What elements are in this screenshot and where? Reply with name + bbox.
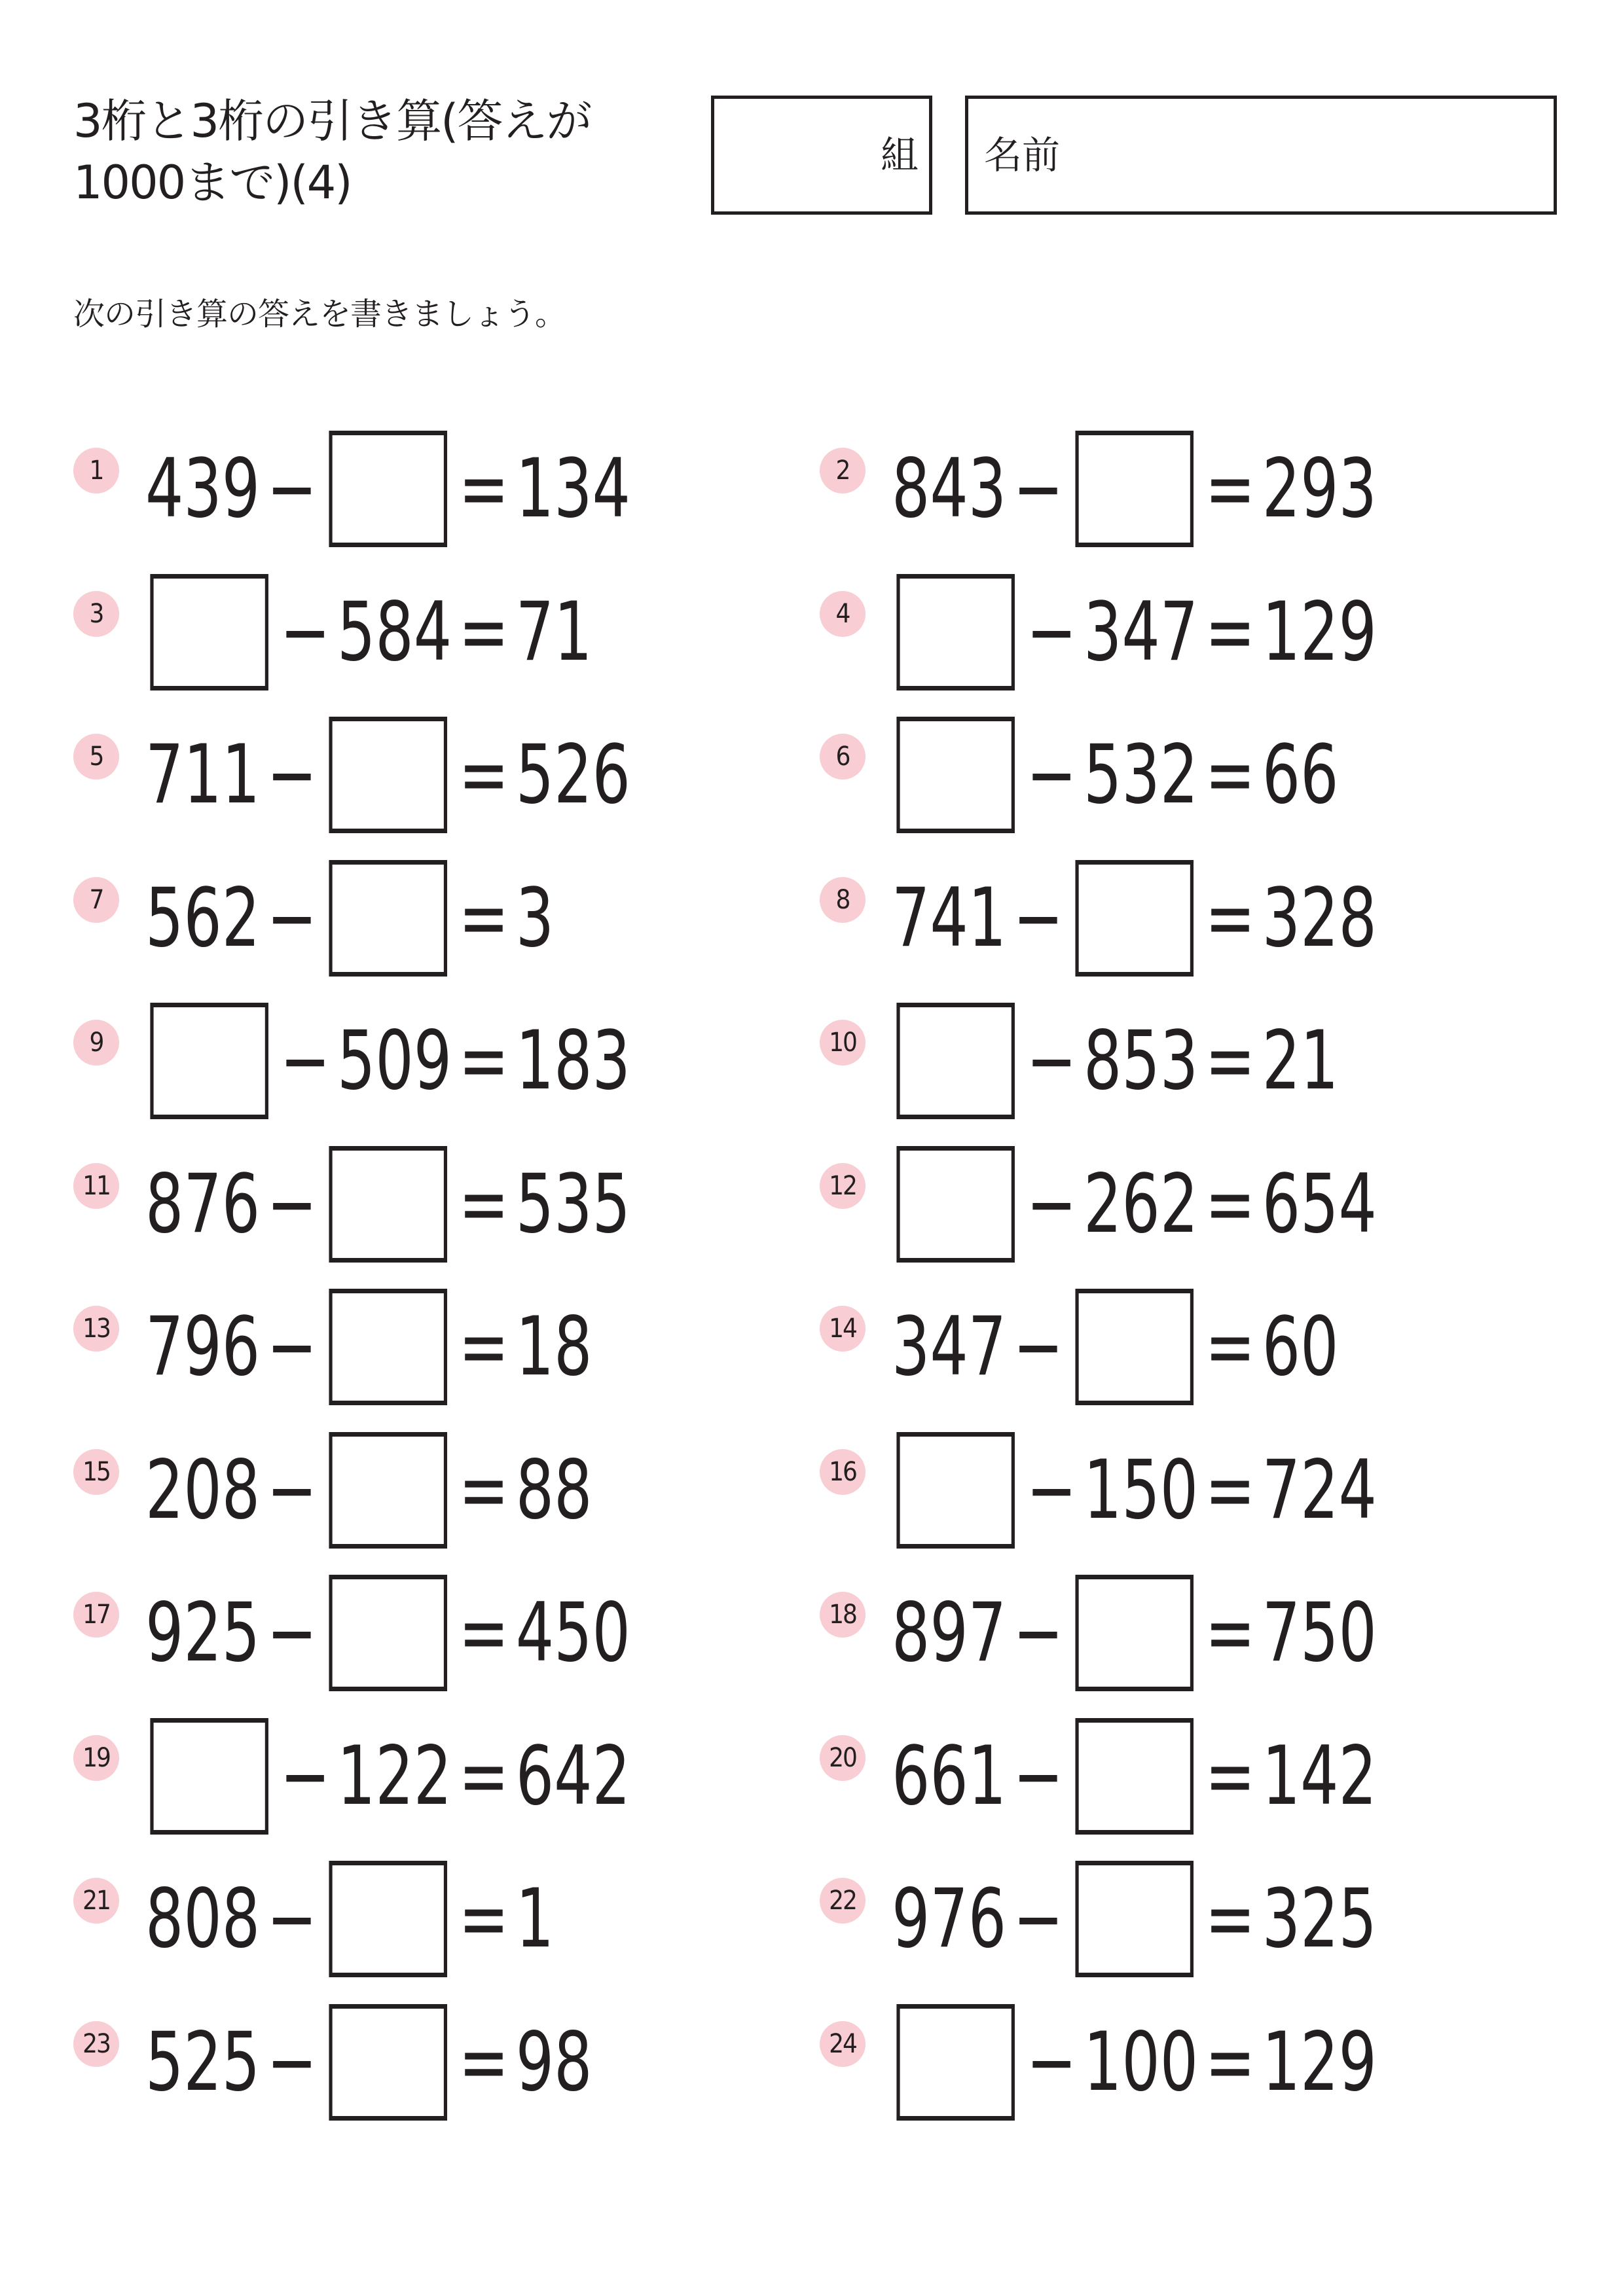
difference: 129: [1262, 2015, 1377, 2109]
answer-box[interactable]: [329, 1575, 447, 1691]
minus-sign: −: [266, 1586, 318, 1680]
problem-item: [820, 1144, 1474, 1265]
equals-sign: =: [1205, 1014, 1256, 1108]
class-label: 組: [880, 133, 919, 177]
problem-item: [73, 1573, 728, 1693]
problem-number-badge: 3: [73, 591, 119, 637]
minuend: 897: [892, 1586, 1007, 1680]
difference: 642: [515, 1729, 630, 1823]
difference: 535: [515, 1157, 630, 1251]
subtrahend: 100: [1083, 2015, 1199, 2109]
subtrahend: 853: [1083, 1014, 1199, 1108]
difference: 71: [515, 584, 593, 679]
equals-sign: =: [1205, 728, 1256, 822]
problem-number-badge: 12: [820, 1163, 866, 1209]
equation: [145, 1287, 592, 1407]
problem-item: [73, 572, 728, 692]
problem-item: [820, 858, 1474, 978]
equals-sign: =: [1205, 442, 1256, 536]
minus-sign: −: [280, 584, 331, 679]
difference: 18: [515, 1300, 593, 1394]
difference: 142: [1262, 1729, 1377, 1823]
answer-box[interactable]: [896, 1003, 1015, 1119]
minus-sign: −: [1026, 1157, 1077, 1251]
problem-number-badge: 14: [820, 1306, 866, 1352]
problem-item: [820, 1001, 1474, 1121]
minus-sign: −: [1013, 1586, 1064, 1680]
difference: 293: [1262, 442, 1377, 536]
problem-number-badge: 21: [73, 1878, 119, 1924]
equation: [892, 1716, 1377, 1837]
answer-box[interactable]: [896, 1146, 1015, 1263]
problem-item: [73, 858, 728, 978]
answer-box[interactable]: [150, 574, 268, 691]
equation: [892, 1573, 1377, 1693]
problem-number-badge: 16: [820, 1449, 866, 1495]
difference: 325: [1262, 1872, 1377, 1966]
answer-box[interactable]: [896, 2004, 1015, 2121]
answer-box[interactable]: [896, 717, 1015, 833]
equals-sign: =: [458, 1300, 509, 1394]
equation: [145, 1573, 630, 1693]
answer-box[interactable]: [329, 1289, 447, 1405]
minus-sign: −: [1013, 1729, 1064, 1823]
equation: [892, 2002, 1377, 2123]
difference: 654: [1262, 1157, 1377, 1251]
difference: 1: [515, 1872, 555, 1966]
subtrahend: 347: [1083, 584, 1199, 679]
minus-sign: −: [1013, 870, 1064, 965]
subtrahend: 532: [1083, 728, 1199, 822]
problem-number-badge: 17: [73, 1592, 119, 1638]
problem-item: [73, 2002, 728, 2123]
difference: 21: [1262, 1014, 1339, 1108]
problem-item: [73, 1716, 728, 1837]
minus-sign: −: [266, 1157, 318, 1251]
equation: [892, 1287, 1338, 1407]
problem-item: [820, 715, 1474, 835]
problem-item: [73, 715, 728, 835]
equals-sign: =: [1205, 1443, 1256, 1537]
equals-sign: =: [458, 1157, 509, 1251]
equals-sign: =: [458, 1872, 509, 1966]
subtrahend: 122: [337, 1729, 452, 1823]
problem-number-badge: 4: [820, 591, 866, 637]
answer-box[interactable]: [150, 1718, 268, 1835]
equals-sign: =: [1205, 1586, 1256, 1680]
problem-number-badge: 2: [820, 448, 866, 493]
equals-sign: =: [1205, 1157, 1256, 1251]
minus-sign: −: [1026, 1014, 1077, 1108]
difference: 66: [1262, 728, 1339, 822]
problem-number-badge: 9: [73, 1020, 119, 1066]
equation: [892, 572, 1377, 692]
problem-number-badge: 24: [820, 2021, 866, 2067]
minuend: 843: [892, 442, 1007, 536]
difference: 526: [515, 728, 630, 822]
equals-sign: =: [458, 2015, 509, 2109]
problem-number-badge: 15: [73, 1449, 119, 1495]
equals-sign: =: [458, 1586, 509, 1680]
difference: 183: [515, 1014, 630, 1108]
problem-number-badge: 6: [820, 734, 866, 780]
difference: 328: [1262, 870, 1377, 965]
answer-box[interactable]: [329, 2004, 447, 2121]
problem-number-badge: 19: [73, 1735, 119, 1781]
subtrahend: 262: [1083, 1157, 1199, 1251]
equation: [892, 1144, 1377, 1265]
equation: [145, 858, 554, 978]
minus-sign: −: [266, 1443, 318, 1537]
minus-sign: −: [1013, 442, 1064, 536]
minus-sign: −: [280, 1729, 331, 1823]
equals-sign: =: [458, 1014, 509, 1108]
difference: 750: [1262, 1586, 1377, 1680]
answer-box[interactable]: [1075, 1575, 1194, 1691]
equation: [892, 1859, 1377, 1979]
equation: [892, 429, 1377, 549]
equation: [145, 1001, 630, 1121]
problem-number-badge: 5: [73, 734, 119, 780]
difference: 98: [515, 2015, 593, 2109]
problem-number-badge: 20: [820, 1735, 866, 1781]
problem-item: [820, 1287, 1474, 1407]
answer-box[interactable]: [329, 717, 447, 833]
minus-sign: −: [266, 1872, 318, 1966]
problem-number-badge: 1: [73, 448, 119, 493]
subtrahend: 509: [337, 1014, 452, 1108]
problem-number-badge: 13: [73, 1306, 119, 1352]
equals-sign: =: [1205, 584, 1256, 679]
minuend: 711: [145, 728, 261, 822]
equals-sign: =: [458, 1729, 509, 1823]
difference: 60: [1262, 1300, 1339, 1394]
subtrahend: 150: [1083, 1443, 1199, 1537]
answer-box[interactable]: [1075, 1718, 1194, 1835]
difference: 450: [515, 1586, 630, 1680]
problem-item: [73, 1001, 728, 1121]
problem-item: [820, 1716, 1474, 1837]
problem-item: [820, 1859, 1474, 1979]
instruction-text: 次の引き算の答えを書きましょう。: [73, 296, 566, 332]
problem-item: [73, 1287, 728, 1407]
equation: [145, 1144, 630, 1265]
equals-sign: =: [1205, 1300, 1256, 1394]
equation: [145, 2002, 592, 2123]
problem-item: [73, 1144, 728, 1265]
minus-sign: −: [266, 442, 318, 536]
minuend: 876: [145, 1157, 261, 1251]
problem-item: [820, 429, 1474, 549]
problem-number-badge: 8: [820, 877, 866, 923]
name-field[interactable]: [965, 96, 1557, 215]
answer-box[interactable]: [896, 1432, 1015, 1549]
minuend: 796: [145, 1300, 261, 1394]
answer-box[interactable]: [896, 574, 1015, 691]
equals-sign: =: [1205, 870, 1256, 965]
equation: [145, 1430, 592, 1551]
worksheet-title: 3桁と3桁の引き算(答えが1000まで)(4): [73, 94, 591, 209]
equation: [145, 429, 630, 549]
equation: [892, 1430, 1377, 1551]
minus-sign: −: [280, 1014, 331, 1108]
equals-sign: =: [458, 442, 509, 536]
minus-sign: −: [1026, 2015, 1077, 2109]
difference: 134: [515, 442, 630, 536]
minus-sign: −: [266, 2015, 318, 2109]
equation: [145, 1716, 630, 1837]
difference: 129: [1262, 584, 1377, 679]
equals-sign: =: [458, 870, 509, 965]
problem-number-badge: 23: [73, 2021, 119, 2067]
equation: [892, 858, 1377, 978]
minus-sign: −: [1026, 1443, 1077, 1537]
minuend: 208: [145, 1443, 261, 1537]
difference: 3: [515, 870, 555, 965]
problem-number-badge: 10: [820, 1020, 866, 1066]
subtrahend: 584: [337, 584, 452, 679]
minuend: 525: [145, 2015, 261, 2109]
answer-box[interactable]: [329, 860, 447, 977]
name-label: 名前: [984, 133, 1061, 177]
problem-item: [820, 572, 1474, 692]
class-field[interactable]: [711, 96, 932, 215]
equation: [892, 1001, 1338, 1121]
problem-number-badge: 11: [73, 1163, 119, 1209]
problem-number-badge: 18: [820, 1592, 866, 1638]
minuend: 661: [892, 1729, 1007, 1823]
problem-item: [820, 1573, 1474, 1693]
answer-box[interactable]: [329, 431, 447, 547]
answer-box[interactable]: [1075, 1289, 1194, 1405]
problem-item: [73, 1859, 728, 1979]
minus-sign: −: [266, 1300, 318, 1394]
equals-sign: =: [1205, 1729, 1256, 1823]
minus-sign: −: [1026, 728, 1077, 822]
problem-number-badge: 22: [820, 1878, 866, 1924]
problem-item: [820, 1430, 1474, 1551]
minuend: 976: [892, 1872, 1007, 1966]
answer-box[interactable]: [329, 1861, 447, 1977]
equation: [145, 572, 592, 692]
equals-sign: =: [1205, 1872, 1256, 1966]
equals-sign: =: [458, 1443, 509, 1537]
problem-item: [820, 2002, 1474, 2123]
difference: 88: [515, 1443, 593, 1537]
problem-item: [73, 429, 728, 549]
answer-box[interactable]: [1075, 860, 1194, 977]
minus-sign: −: [266, 870, 318, 965]
equals-sign: =: [458, 728, 509, 822]
equation: [145, 715, 630, 835]
minus-sign: −: [1026, 584, 1077, 679]
minuend: 925: [145, 1586, 261, 1680]
equation: [892, 715, 1338, 835]
answer-box[interactable]: [1075, 431, 1194, 547]
minuend: 741: [892, 870, 1007, 965]
equals-sign: =: [1205, 2015, 1256, 2109]
equals-sign: =: [458, 584, 509, 679]
equation: [145, 1859, 554, 1979]
minus-sign: −: [1013, 1872, 1064, 1966]
answer-box[interactable]: [329, 1432, 447, 1549]
answer-box[interactable]: [329, 1146, 447, 1263]
difference: 724: [1262, 1443, 1377, 1537]
minuend: 439: [145, 442, 261, 536]
problem-item: [73, 1430, 728, 1551]
minus-sign: −: [266, 728, 318, 822]
answer-box[interactable]: [1075, 1861, 1194, 1977]
problem-number-badge: 7: [73, 877, 119, 923]
minuend: 562: [145, 870, 261, 965]
minus-sign: −: [1013, 1300, 1064, 1394]
minuend: 808: [145, 1872, 261, 1966]
answer-box[interactable]: [150, 1003, 268, 1119]
minuend: 347: [892, 1300, 1007, 1394]
